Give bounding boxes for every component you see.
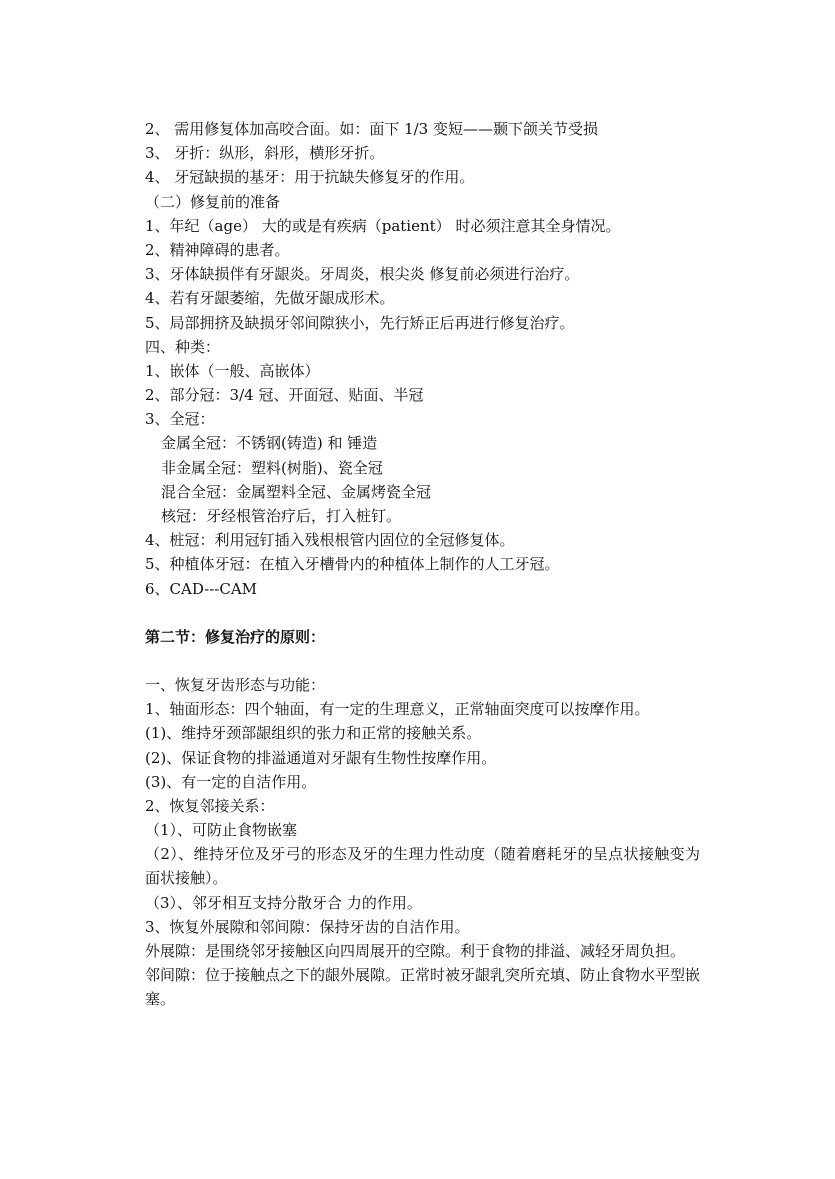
- section-heading: 第二节：修复治疗的原则：: [145, 627, 326, 646]
- text-line: 2、部分冠：3/4 冠、开面冠、贴面、半冠: [145, 386, 424, 405]
- text-line: 1、轴面形态：四个轴面，有一定的生理意义，正常轴面突度可以按摩作用。: [145, 700, 650, 719]
- text-line: (1)、维持牙颈部龈组织的张力和正常的接触关系。: [145, 724, 482, 743]
- text-line: 4、桩冠：利用冠钉插入残根根管内固位的全冠修复体。: [145, 531, 515, 550]
- crown-type-line: 核冠：牙经根管治疗后，打入桩钉。: [161, 507, 402, 525]
- text-line: 5、局部拥挤及缺损牙邻间隙狭小，先行矫正后再进行修复治疗。: [145, 313, 575, 332]
- text-paragraph: 邻间隙：位于接触点之下的龈外展隙。正常时被牙龈乳突所充填、防止食物水平型嵌塞。: [145, 966, 701, 1009]
- subsection-title: 四、种类：: [145, 337, 221, 356]
- text-line: 1、年纪（age） 大的或是有疾病（patient） 时必须注意其全身情况。: [145, 216, 621, 235]
- text-line: 3、恢复外展隙和邻间隙：保持牙齿的自洁作用。: [145, 917, 470, 936]
- text-line: 6、CAD---CAM: [145, 579, 258, 598]
- text-line: （1）、可防止食物嵌塞: [145, 821, 298, 840]
- text-paragraph: 外展隙：是围绕邻牙接触区向四周展开的空隙。利于食物的排溢、减轻牙周负担。: [145, 942, 686, 961]
- text-line: 4、 牙冠缺损的基牙：用于抗缺失修复牙的作用。: [145, 168, 475, 187]
- text-line: (2)、保证食物的排溢通道对牙龈有生物性按摩作用。: [145, 748, 497, 767]
- spacer: [145, 649, 700, 673]
- text-line: 一、恢复牙齿形态与功能：: [145, 675, 326, 694]
- text-line: 3、全冠：: [145, 410, 215, 429]
- text-line: 2、 需用修复体加高咬合面。如：面下 1/3 变短——颞下颌关节受损: [145, 120, 598, 138]
- text-line: 1、嵌体（一般、高嵌体）: [145, 361, 320, 380]
- subsection-title: （二）修复前的准备: [145, 192, 281, 211]
- crown-type-line: 混合全冠：金属塑料全冠、金属烤瓷全冠: [161, 482, 432, 501]
- crown-type-line: 非金属全冠：塑料(树脂)、瓷全冠: [161, 458, 383, 477]
- text-line: (3)、有一定的自洁作用。: [145, 772, 317, 791]
- text-line: 4、若有牙龈萎缩，先做牙龈成形术。: [145, 289, 395, 308]
- text-line: 2、精神障碍的患者。: [145, 240, 290, 259]
- text-line: 3、 牙折：纵形，斜形，横形牙折。: [145, 144, 385, 163]
- text-line: 5、种植体牙冠：在植入牙槽骨内的种植体上制作的人工牙冠。: [145, 555, 560, 574]
- text-paragraph: （2）、维持牙位及牙弓的形态及牙的生理力性动度（随着磨耗牙的呈点状接触变为面状接触）。: [145, 845, 700, 888]
- text-line: 3、牙体缺损伴有牙龈炎。牙周炎，根尖炎 修复前必须进行治疗。: [145, 265, 580, 284]
- text-line: （3）、邻牙相互支持分散牙合 力的作用。: [145, 893, 422, 912]
- text-line: 2、恢复邻接关系：: [145, 796, 275, 815]
- spacer: [145, 601, 700, 625]
- document-body: [145, 117, 700, 1012]
- crown-type-line: 金属全冠：不锈钢(铸造) 和 锤造: [161, 434, 378, 453]
